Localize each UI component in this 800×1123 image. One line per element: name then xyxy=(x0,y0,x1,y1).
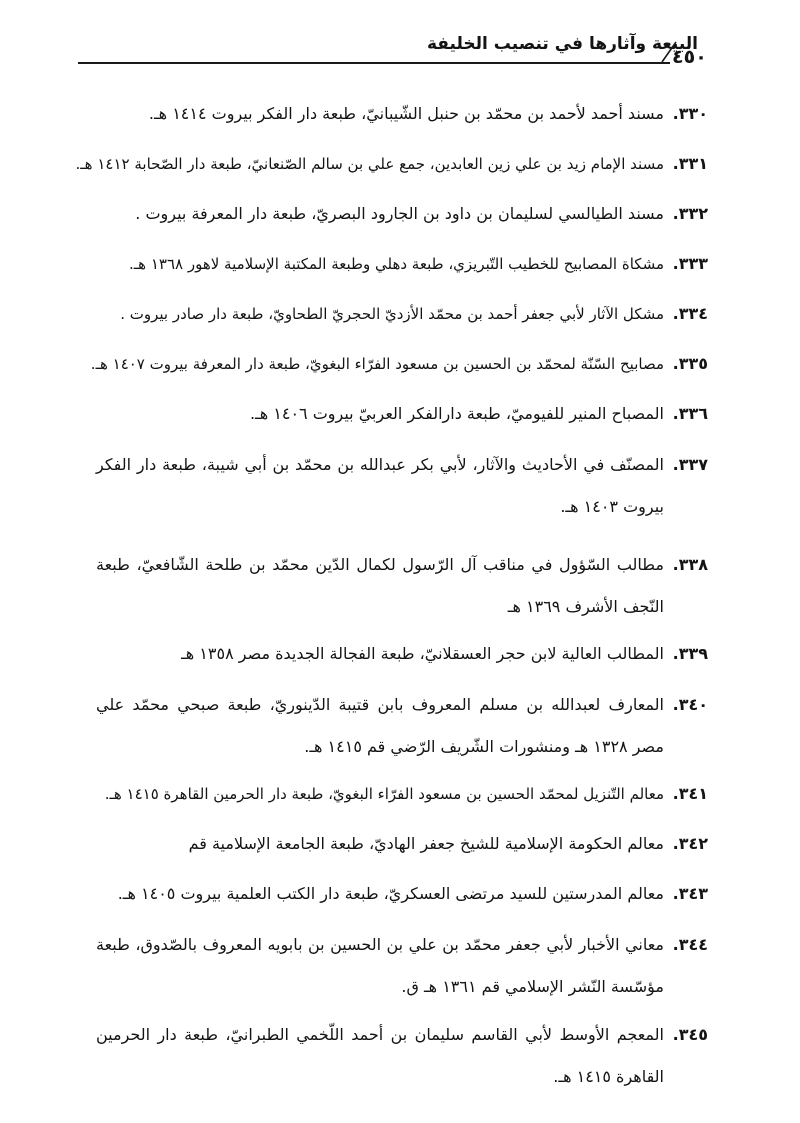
entry-number: ٣٣١. xyxy=(672,154,708,173)
entry-number: ٣٣٤. xyxy=(672,304,708,323)
entry-number: ٣٤٢. xyxy=(672,834,708,853)
entry-text: مشكل الآثار لأبي جعفر أحمد بن محمّد الأزديّ الحجريّ الطحاويّ، طبعة دار صادر بيروت . xyxy=(120,305,664,323)
bibliography-entry xyxy=(96,924,708,1008)
bibliography-entry xyxy=(96,1014,708,1098)
entry-number: ٣٤٤. xyxy=(672,935,708,954)
bibliography-entry xyxy=(75,154,708,174)
entry-number: ٣٣٨. xyxy=(672,555,708,574)
entry-number: ٣٣٧. xyxy=(672,455,708,474)
entry-text: المصباح المنير للفيوميّ، طبعة دارالفكر العربيّ بيروت ١٤٠٦ هـ. xyxy=(249,404,664,423)
entry-text: معاني الأخبار لأبي جعفر محمّد بن علي بن الحسين بن بابويه المعروف بالصّدوق، طبعة مؤسّسة النّشر الإسلامي قم ١٣٦١ هـ ق. xyxy=(96,935,664,996)
entry-number: ٣٤٠. xyxy=(672,695,708,714)
page-number: ٤٥٠ xyxy=(672,46,707,68)
entry-text: مشكاة المصابيح للخطيب التّبريزي، طبعة دهلي وطبعة المكتبة الإسلامية لاهور ١٣٦٨ هـ. xyxy=(128,255,664,273)
entry-number: ٣٤٣. xyxy=(672,884,708,903)
bibliography-entry xyxy=(96,784,708,804)
entry-text: معالم التّنزيل لمحمّد الحسين بن مسعود الفرّاء البغويّ، طبعة دار الحرمين القاهرة ١٤١٥ هـ. xyxy=(104,785,664,803)
bibliography-entry xyxy=(96,304,708,324)
header-rule xyxy=(78,62,670,64)
entry-number: ٣٣٠. xyxy=(672,104,708,123)
entry-text: مسند أحمد لأحمد بن محمّد بن حنبل الشّيبانيّ، طبعة دار الفكر بيروت ١٤١٤ هـ. xyxy=(148,104,664,123)
entry-number: ٣٤٥. xyxy=(672,1025,708,1044)
entry-text: مسند الطيالسي لسليمان بن داود بن الجارود البصريّ، طبعة دار المعرفة بيروت . xyxy=(135,204,664,223)
entry-number: ٣٣٣. xyxy=(672,254,708,273)
entry-text: المعارف لعبدالله بن مسلم المعروف بابن قتيبة الدّينوريّ، طبعة صبحي محمّد علي مصر ١٣٢٨ هـ ومنشورات الشّريف الرّضي قم ١٤١٥ هـ. xyxy=(96,695,664,756)
bibliography-entry xyxy=(96,684,708,768)
bibliography-entry xyxy=(96,404,708,424)
bibliography-entry xyxy=(96,444,708,528)
bibliography-entry xyxy=(96,884,708,904)
entry-number: ٣٣٩. xyxy=(672,644,708,663)
entry-text: مطالب السّؤول في مناقب آل الرّسول لكمال الدّين محمّد بن طلحة الشّافعيّ، طبعة النّجف الأشرف ١٣٦٩ هـ xyxy=(96,555,664,616)
entry-text: معالم المدرستين للسيد مرتضى العسكريّ، طبعة دار الكتب العلمية بيروت ١٤٠٥ هـ. xyxy=(117,884,664,903)
bibliography-entry xyxy=(96,204,708,224)
entry-text: معالم الحكومة الإسلامية للشيخ جعفر الهاديّ، طبعة الجامعة الإسلامية قم xyxy=(188,834,664,853)
bibliography-entry xyxy=(96,644,708,664)
entry-text: مصابيح السّنّة لمحمّد بن الحسين بن مسعود الفرّاء البغويّ، طبعة دار المعرفة بيروت ١٤٠٧ هـ. xyxy=(90,355,664,373)
entry-text: مسند الإمام زيد بن علي زين العابدين، جمع علي بن سالم الصّنعانيّ، طبعة دار الصّحابة ١٤١٢ هـ. xyxy=(75,155,664,173)
running-header-title: البيعة وآثارها في تنصيب الخليفة xyxy=(426,34,698,54)
entry-number: ٣٤١. xyxy=(672,784,708,803)
entry-number: ٣٣٥. xyxy=(672,354,708,373)
entry-text: المصنّف في الأحاديث والآثار، لأبي بكر عبدالله بن محمّد بن أبي شيبة، طبعة دار الفكر بيروت ١٤٠٣ هـ. xyxy=(96,455,664,516)
entry-number: ٣٣٢. xyxy=(672,204,708,223)
entry-number: ٣٣٦. xyxy=(672,404,708,423)
header-slash-mark xyxy=(660,40,678,70)
bibliography-entry xyxy=(96,834,708,854)
bibliography-entry xyxy=(96,104,708,124)
bibliography-entry xyxy=(96,544,708,628)
entry-text: المطالب العالية لابن حجر العسقلانيّ، طبعة الفجالة الجديدة مصر ١٣٥٨ هـ xyxy=(181,644,664,663)
entry-text: المعجم الأوسط لأبي القاسم سليمان بن أحمد اللّخمي الطبرانيّ، طبعة دار الحرمين القاهرة ١٤١٥ هـ. xyxy=(96,1025,664,1086)
bibliography-entry xyxy=(90,354,708,374)
bibliography-entry xyxy=(96,254,708,274)
